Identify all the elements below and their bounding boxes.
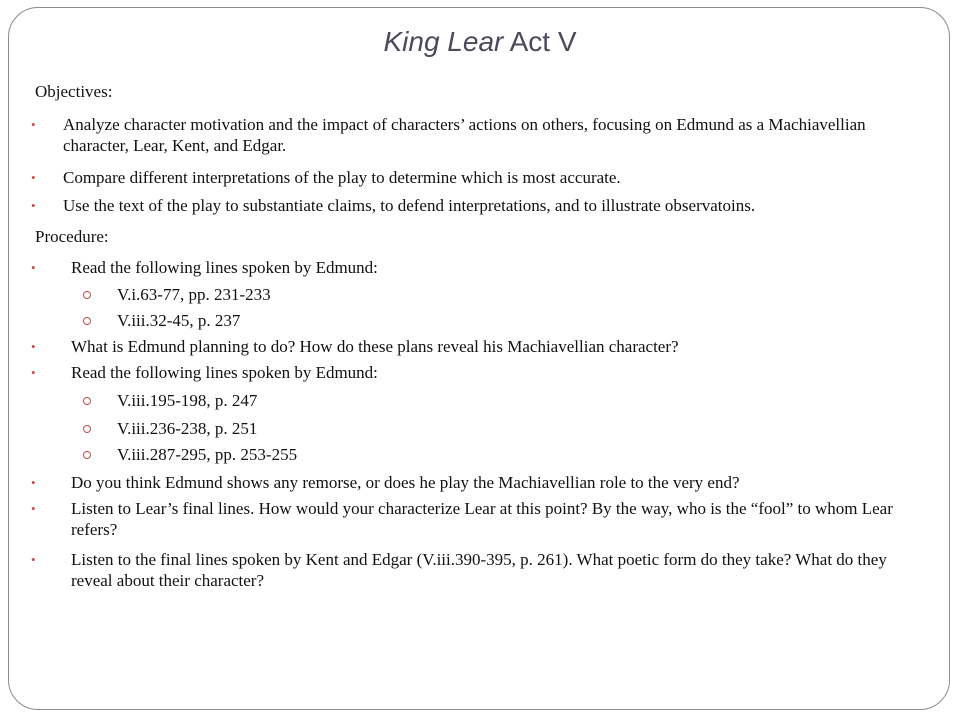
reference-text: V.iii.195-198, p. 247 bbox=[117, 391, 258, 410]
procedure-text: Do you think Edmund shows any remorse, or does he play the Machiavellian role to the very end? bbox=[71, 473, 740, 492]
objective-text: Analyze character motivation and the impact of characters’ actions on others, focusing on Edmund as a Machiavellian character, Lear, Kent, and Edgar. bbox=[63, 115, 866, 155]
objective-text: Compare different interpretations of the play to determine which is most accurate. bbox=[63, 168, 621, 187]
bullet-icon: • bbox=[31, 475, 36, 490]
reference-item bbox=[35, 310, 915, 331]
objective-text: Use the text of the play to substantiate claims, to defend interpretations, and to illustrate observatoins. bbox=[63, 196, 756, 215]
slide-frame bbox=[8, 7, 950, 710]
objective-item bbox=[31, 167, 915, 188]
reference-item bbox=[35, 390, 915, 411]
bullet-icon: • bbox=[31, 339, 36, 354]
bullet-icon: • bbox=[31, 501, 36, 516]
circle-bullet-icon bbox=[83, 397, 91, 405]
objective-item bbox=[31, 195, 915, 216]
circle-bullet-icon bbox=[83, 291, 91, 299]
procedure-text: Read the following lines spoken by Edmund: bbox=[71, 258, 378, 277]
reference-text: V.iii.287-295, pp. 253-255 bbox=[117, 445, 298, 464]
circle-bullet-icon bbox=[83, 317, 91, 325]
title-play-name: King Lear bbox=[383, 26, 504, 57]
procedure-item bbox=[31, 472, 915, 493]
bullet-icon: • bbox=[31, 365, 36, 380]
bullet-icon: • bbox=[31, 117, 36, 132]
circle-bullet-icon bbox=[83, 451, 91, 459]
bullet-icon: • bbox=[31, 260, 36, 275]
procedure-item bbox=[31, 362, 915, 383]
objectives-heading: Objectives: bbox=[35, 82, 113, 101]
bullet-icon: • bbox=[31, 170, 36, 185]
reference-text: V.iii.236-238, p. 251 bbox=[117, 419, 258, 438]
reference-text: V.i.63-77, pp. 231-233 bbox=[117, 285, 271, 304]
bullet-icon: • bbox=[31, 198, 36, 213]
reference-item bbox=[35, 444, 915, 465]
title-act: Act V bbox=[503, 26, 577, 57]
procedure-item bbox=[31, 336, 915, 357]
reference-text: V.iii.32-45, p. 237 bbox=[117, 311, 241, 330]
procedure-text: Listen to Lear’s final lines. How would your characterize Lear at this point? By the way, who is the “fool” to whom Lear refers? bbox=[71, 499, 893, 539]
procedure-item bbox=[31, 549, 915, 591]
circle-bullet-icon bbox=[83, 425, 91, 433]
procedure-text: Read the following lines spoken by Edmund: bbox=[71, 363, 378, 382]
reference-item bbox=[35, 284, 915, 305]
objective-item bbox=[31, 114, 915, 156]
procedure-item bbox=[31, 257, 915, 278]
bullet-icon: • bbox=[31, 552, 36, 567]
procedure-text: What is Edmund planning to do? How do these plans reveal his Machiavellian character? bbox=[71, 337, 679, 356]
reference-item bbox=[35, 418, 915, 439]
slide-title bbox=[0, 24, 960, 60]
procedure-text: Listen to the final lines spoken by Kent and Edgar (V.iii.390-395, p. 261). What poetic form do they take? What do they reveal about their character? bbox=[71, 550, 887, 590]
procedure-heading: Procedure: bbox=[35, 227, 109, 246]
procedure-item bbox=[31, 498, 915, 540]
